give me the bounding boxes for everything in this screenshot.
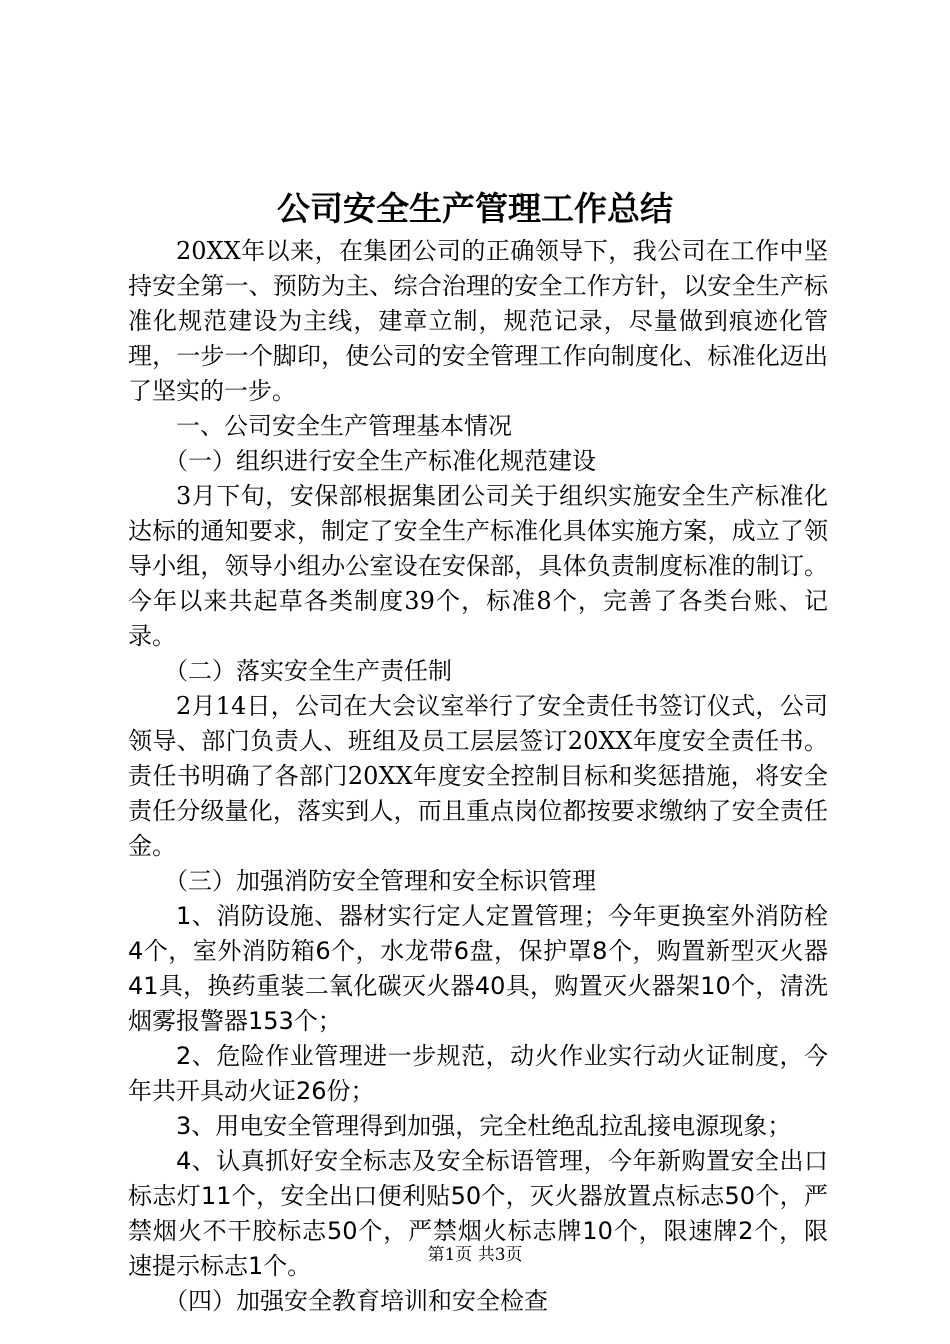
subsection-heading-4: （四）加强安全教育培训和安全检查 (164, 1287, 548, 1315)
intro-paragraph: 20XX年以来，在集团公司的正确领导下，我公司在工作中坚持安全第一、预防为主、综合治理的安全工作方针，以安全生产标准化规范建设为主线，建章立制，规范记录，尽量做到痕迹化管理，一步一个脚印，使公司的安全管理工作向制度化、标准化迈出了坚实的一步。 (128, 237, 828, 405)
section-heading-1: 一、公司安全生产管理基本情况 (176, 412, 512, 440)
body-paragraph-1: 3月下旬，安保部根据集团公司关于组织实施安全生产标准化达标的通知要求，制定了安全生产标准化具体实施方案，成立了领导小组，领导小组办公室设在安保部，具体负责制度标准的制订。今年以来共起草各类制度39个，标准8个，完善了各类台账、记录。 (128, 482, 828, 650)
list-item-2: 2、危险作业管理进一步规范，动火作业实行动火证制度，今年共开具动火证26份； (128, 1042, 828, 1105)
document-title: 公司安全生产管理工作总结 (277, 189, 673, 228)
list-item-4: 4、认真抓好安全标志及安全标语管理，今年新购置安全出口标志灯11个，安全出口便利贴50个，灭火器放置点标志50个，严禁烟火不干胶标志50个，严禁烟火标志牌10个，限速牌2个，限速提示标志1个。 (128, 1147, 828, 1280)
document-body (128, 234, 828, 1319)
list-item-1: 1、消防设施、器材实行定人定置管理；今年更换室外消防栓4个，室外消防箱6个，水龙带6盘，保护罩8个，购置新型灭火器41具，换药重装二氧化碳灭火器40具，购置灭火器架10个，清洗烟雾报警器153个； (128, 902, 828, 1035)
subsection-heading-2: （二）落实安全生产责任制 (164, 657, 452, 685)
list-item-3: 3、用电安全管理得到加强，完全杜绝乱拉乱接电源现象； (176, 1112, 792, 1140)
subsection-heading-1: （一）组织进行安全生产标准化规范建设 (164, 447, 596, 475)
page-footer: 第1页 共3页 (427, 1245, 523, 1265)
body-paragraph-2: 2月14日，公司在大会议室举行了安全责任书签订仪式，公司领导、部门负责人、班组及员工层层签订20XX年度安全责任书。责任书明确了各部门20XX年度安全控制目标和奖惩措施，将安全责任分级量化，落实到人，而且重点岗位都按要求缴纳了安全责任金。 (128, 692, 828, 860)
subsection-heading-3: （三）加强消防安全管理和安全标识管理 (164, 867, 596, 895)
